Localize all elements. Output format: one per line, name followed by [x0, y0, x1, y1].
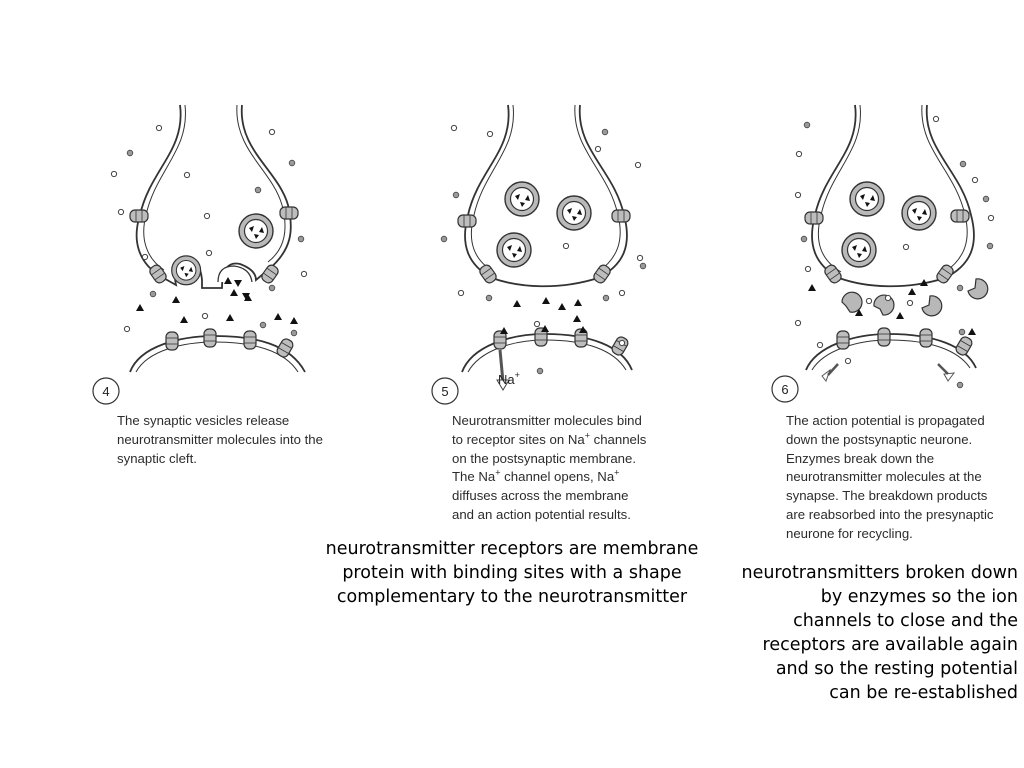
caption-line: and an action potential results.	[452, 506, 631, 522]
vesicle	[842, 233, 876, 267]
note-receptors: neurotransmitter receptors are membrane protein with binding sites with a shape complementary to the neurotransmitter	[325, 539, 699, 607]
step-number: 4	[102, 384, 110, 399]
step-number: 5	[441, 384, 449, 399]
vesicle	[239, 214, 273, 248]
note-enzymes: neurotransmitters broken down by enzymes so the ion channels to close and the receptors are available again and so the resting potential can be re-established	[741, 563, 1018, 703]
step-number: 6	[781, 382, 789, 397]
panel-4	[93, 105, 307, 404]
presynaptic-terminal	[137, 105, 291, 288]
caption-line: The Na+ channel opens, Na+	[452, 468, 620, 485]
vesicle	[902, 196, 936, 230]
vesicle	[557, 196, 591, 230]
vesicle	[850, 182, 884, 216]
caption-step-5	[452, 412, 712, 525]
caption-line: to receptor sites on Na+ channels	[452, 430, 647, 447]
caption-line: on the postsynaptic membrane.	[452, 450, 636, 466]
vesicle	[505, 182, 539, 216]
na-ion-label: Na+	[498, 370, 520, 387]
panel-6	[772, 105, 994, 402]
caption-step-4: The synaptic vesicles release neurotransmitter molecules into the synaptic cleft.	[117, 413, 323, 466]
caption-line: Neurotransmitter molecules bind	[452, 413, 642, 428]
caption-line: diffuses across the membrane	[452, 488, 629, 504]
vesicle-fusing	[172, 256, 201, 285]
vesicle	[497, 233, 531, 267]
caption-step-6: The action potential is propagated down the postsynaptic neurone. Enzymes break down the neurotransmitter molecules at the synapse. The breakdown products are reabsorbed into the presynaptic neurone for recycling.	[786, 413, 994, 541]
presynaptic-terminal	[812, 105, 974, 286]
panel-5	[432, 105, 646, 404]
